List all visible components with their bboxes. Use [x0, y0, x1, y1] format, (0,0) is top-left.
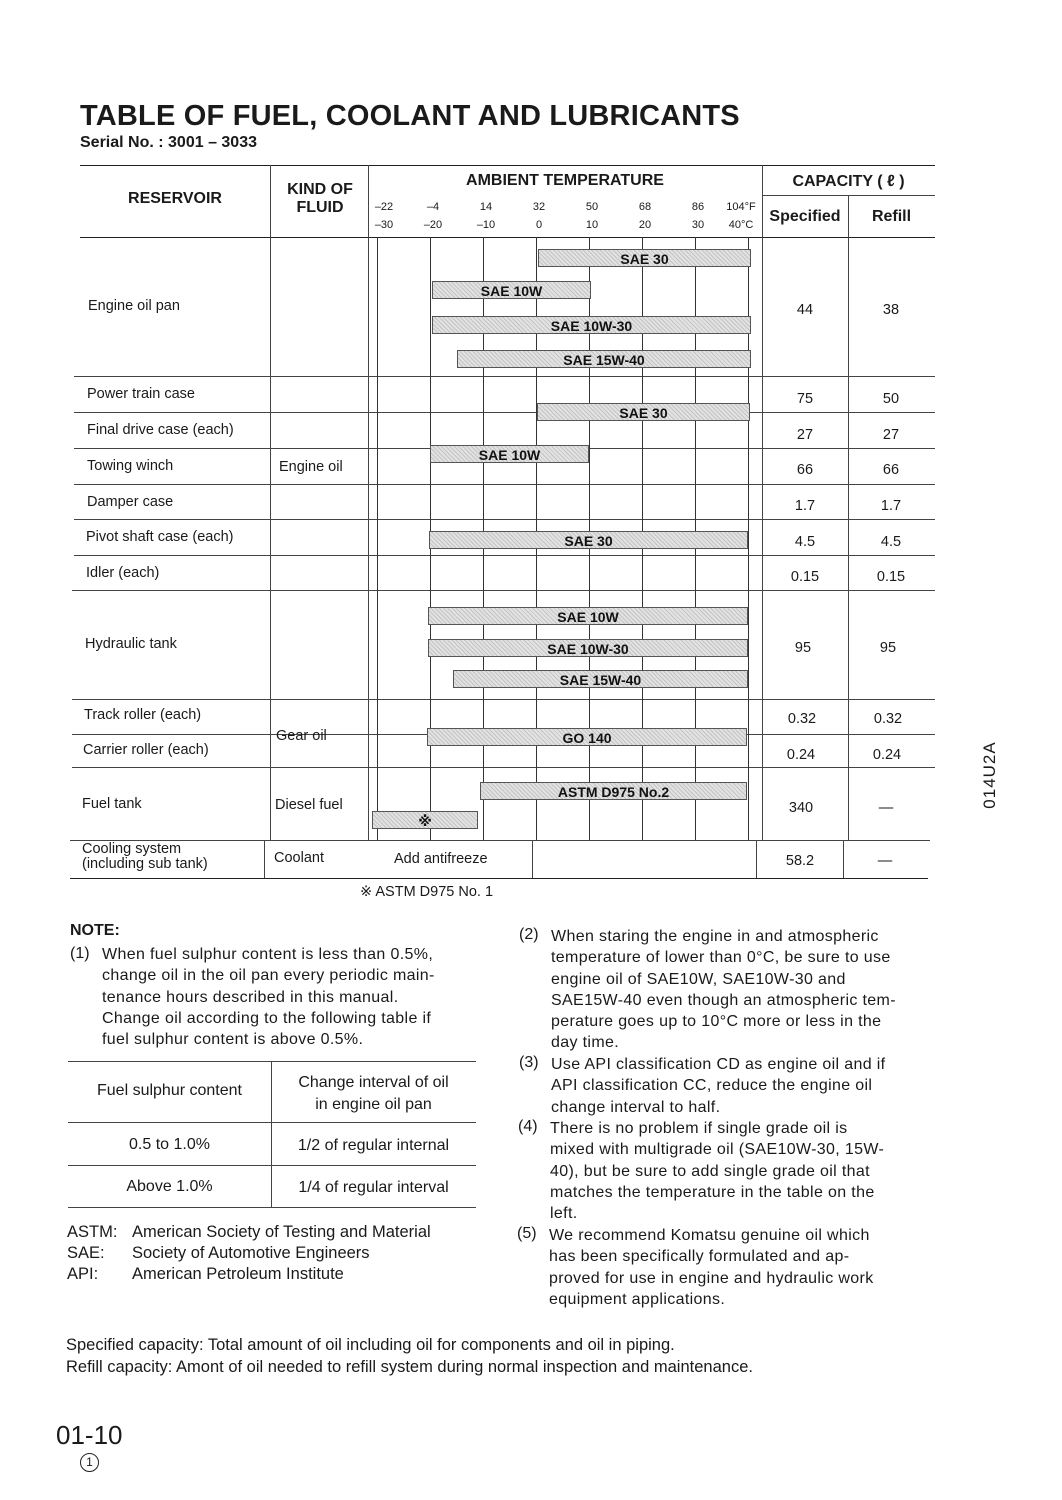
- refill-towing-winch: 66: [882, 462, 900, 478]
- refill-power-train-case: 50: [882, 391, 900, 407]
- sulphur-header-line2: in engine oil pan: [315, 1096, 432, 1113]
- refill-capacity-definition: Refill capacity: Amont of oil needed to refill system during normal inspection and maintenance.: [66, 1358, 753, 1376]
- sulphur-header-interval: [271, 1072, 476, 1116]
- note-4-line: left.: [550, 1205, 578, 1223]
- bar-engine-oil-pan-sae30: SAE 30: [538, 249, 751, 267]
- temp-c-tick: –10: [476, 219, 496, 231]
- bar-hydraulic-sae15w40: SAE 15W-40: [453, 670, 748, 688]
- fluid-diesel-fuel: Diesel fuel: [275, 797, 343, 813]
- bar-power-train-sae10w: SAE 10W: [430, 445, 589, 463]
- reservoir-engine-oil-pan: Engine oil pan: [88, 298, 180, 314]
- reservoir-damper-case: Damper case: [87, 494, 174, 510]
- header-kind-line2: FLUID: [296, 199, 344, 216]
- bar-hydraulic-sae10w: SAE 10W: [428, 607, 748, 625]
- temp-c-tick: –30: [374, 219, 394, 231]
- refill-cooling-system: —: [877, 853, 893, 869]
- note-5-line: proved for use in engine and hydraulic work: [549, 1269, 874, 1287]
- note-2-line: When staring the engine in and atmospheric: [551, 928, 879, 945]
- refill-final-drive-case: 27: [882, 427, 900, 443]
- note-3-text: [551, 1054, 885, 1118]
- note-2-line: SAE15W-40 even though an atmospheric tem-: [551, 991, 896, 1009]
- specified-pivot-shaft-case: 4.5: [794, 534, 816, 550]
- note-2-line: temperature of lower than 0°C, be sure to use: [551, 949, 891, 967]
- reservoir-hydraulic-tank: Hydraulic tank: [85, 636, 177, 652]
- abbr-text-sae: Society of Automotive Engineers: [132, 1244, 370, 1262]
- note-4-text: [550, 1118, 884, 1224]
- note-3-number: (3): [519, 1054, 539, 1071]
- temp-f-tick: 68: [638, 201, 652, 213]
- bar-pivot-shaft-sae30: SAE 30: [429, 531, 748, 549]
- temp-f-tick: 50: [585, 201, 599, 213]
- header-capacity: CAPACITY ( ℓ ): [792, 173, 905, 190]
- bar-engine-oil-pan-sae10w: SAE 10W: [432, 281, 591, 299]
- refill-hydraulic-tank: 95: [879, 640, 897, 656]
- note-5-number: (5): [517, 1225, 537, 1242]
- note-1-line: tenance hours described in this manual.: [102, 988, 399, 1006]
- refill-damper-case: 1.7: [880, 498, 902, 514]
- sulphur-header-line1: Change interval of oil: [298, 1074, 449, 1091]
- serial-number: Serial No. : 3001 – 3033: [80, 134, 257, 151]
- add-antifreeze: Add antifreeze: [394, 851, 488, 867]
- note-3-line: Use API classification CD as engine oil and if: [551, 1056, 886, 1073]
- sulphur-row-interval: 1/2 of regular internal: [297, 1137, 450, 1154]
- bar-engine-oil-pan-sae15w40: SAE 15W-40: [457, 350, 751, 368]
- note-3-line: API classification CC, reduce the engine oil: [551, 1077, 873, 1095]
- specified-final-drive-case: 27: [796, 427, 814, 443]
- reservoir-track-roller: Track roller (each): [84, 707, 202, 723]
- note-2-line: engine oil of SAE10W, SAE10W-30 and: [551, 970, 846, 988]
- note-5-line: equipment applications.: [549, 1290, 726, 1308]
- temp-c-tick: –20: [423, 219, 443, 231]
- abbr-text-astm: American Society of Testing and Material: [132, 1223, 431, 1241]
- page-title: TABLE OF FUEL, COOLANT AND LUBRICANTS: [80, 100, 740, 132]
- reservoir-final-drive-case: Final drive case (each): [87, 422, 234, 438]
- note-2-text: [551, 926, 896, 1054]
- temp-f-tick: –22: [374, 201, 394, 213]
- bar-power-train-sae30: SAE 30: [537, 403, 750, 421]
- header-reservoir: RESERVOIR: [128, 190, 222, 207]
- bar-engine-oil-pan-sae10w30: SAE 10W-30: [432, 316, 751, 334]
- refill-carrier-roller: 0.24: [872, 747, 902, 763]
- fluid-gear-oil: Gear oil: [276, 728, 327, 744]
- temp-f-tick: 86: [691, 201, 705, 213]
- refill-track-roller: 0.32: [873, 711, 903, 727]
- note-1-number: (1): [70, 945, 90, 962]
- note-1-text: [102, 944, 435, 1050]
- note-3-line: change interval to half.: [551, 1098, 721, 1116]
- cooling-line1: Cooling system: [82, 841, 182, 857]
- note-1-line: When fuel sulphur content is less than 0.5%,: [102, 946, 434, 963]
- note-4-line: 40), but be sure to add single grade oil that: [550, 1162, 870, 1180]
- bar-hydraulic-sae10w30: SAE 10W-30: [428, 639, 748, 657]
- note-1-line: Change oil according to the following table if: [102, 1009, 432, 1027]
- note-1-line: change oil in the oil pan every periodic main-: [102, 967, 435, 985]
- specified-power-train-case: 75: [796, 391, 814, 407]
- specified-idler: 0.15: [790, 569, 820, 585]
- bar-gear-oil-go140: GO 140: [427, 728, 747, 746]
- abbr-text-api: American Petroleum Institute: [132, 1265, 344, 1283]
- bar-diesel-astm-no1: ※: [372, 811, 478, 829]
- abbr-key-api: API:: [67, 1265, 99, 1283]
- temp-f-tick: 32: [532, 201, 546, 213]
- note-heading: NOTE:: [70, 922, 120, 939]
- revision-mark: 1: [80, 1453, 99, 1472]
- note-4-number: (4): [518, 1118, 538, 1135]
- reservoir-towing-winch: Towing winch: [87, 458, 174, 474]
- fluid-coolant: Coolant: [274, 850, 324, 866]
- refill-idler: 0.15: [876, 569, 906, 585]
- note-2-line: day time.: [551, 1034, 620, 1052]
- cooling-line2: (including sub tank): [82, 856, 208, 872]
- header-ambient-temperature: AMBIENT TEMPERATURE: [466, 172, 664, 189]
- note-2-number: (2): [519, 926, 539, 943]
- specified-fuel-tank: 340: [788, 800, 814, 816]
- temp-f-tick: 14: [479, 201, 493, 213]
- abbr-key-sae: SAE:: [67, 1244, 105, 1262]
- header-kind-line1: KIND OF: [287, 181, 353, 198]
- header-kind-of-fluid: [270, 181, 370, 217]
- note-1-line: fuel sulphur content is above 0.5%.: [102, 1031, 364, 1049]
- temp-f-tick: 104°F: [726, 201, 756, 213]
- sulphur-row-content: 0.5 to 1.0%: [129, 1136, 210, 1153]
- temp-c-tick: 40°C: [728, 219, 754, 231]
- note-5-line: has been specifically formulated and ap-: [549, 1248, 850, 1266]
- abbr-key-astm: ASTM:: [67, 1223, 118, 1241]
- temp-c-tick: 30: [691, 219, 705, 231]
- specified-capacity-definition: Specified capacity: Total amount of oil including oil for components and oil in piping.: [66, 1336, 675, 1354]
- specified-towing-winch: 66: [796, 462, 814, 478]
- side-code: [960, 740, 1020, 810]
- temp-c-tick: 0: [535, 219, 543, 231]
- reservoir-pivot-shaft-case: Pivot shaft case (each): [86, 529, 234, 545]
- footnote-astm-no1: ※ ASTM D975 No. 1: [360, 884, 494, 900]
- reservoir-idler: Idler (each): [86, 565, 160, 581]
- specified-damper-case: 1.7: [794, 498, 816, 514]
- side-code-text: 014U2A: [980, 741, 999, 809]
- note-4-line: mixed with multigrade oil (SAE10W-30, 15W-: [550, 1141, 885, 1159]
- note-5-line: We recommend Komatsu genuine oil which: [549, 1227, 870, 1244]
- refill-fuel-tank: —: [878, 800, 894, 816]
- note-4-line: There is no problem if single grade oil is: [550, 1120, 848, 1137]
- reservoir-power-train-case: Power train case: [87, 386, 195, 402]
- header-specified: Specified: [769, 208, 841, 225]
- specified-engine-oil-pan: 44: [796, 302, 814, 318]
- reservoir-fuel-tank: Fuel tank: [82, 796, 142, 812]
- temp-c-tick: 20: [638, 219, 652, 231]
- refill-engine-oil-pan: 38: [882, 302, 900, 318]
- fluid-engine-oil: Engine oil: [279, 459, 343, 475]
- sulphur-header-content: Fuel sulphur content: [97, 1082, 242, 1099]
- specified-track-roller: 0.32: [787, 711, 817, 727]
- sulphur-row-content: Above 1.0%: [126, 1178, 213, 1195]
- temp-f-tick: –4: [426, 201, 440, 213]
- note-4-line: matches the temperature in the table on the: [550, 1183, 875, 1201]
- sulphur-row-interval: 1/4 of regular interval: [298, 1179, 449, 1196]
- page-number: 01-10: [56, 1420, 123, 1450]
- note-5-text: [549, 1225, 874, 1310]
- specified-cooling-system: 58.2: [785, 853, 815, 869]
- temp-c-tick: 10: [585, 219, 599, 231]
- specified-carrier-roller: 0.24: [786, 747, 816, 763]
- reservoir-cooling-system: [82, 842, 208, 872]
- header-refill: Refill: [871, 208, 912, 225]
- specified-hydraulic-tank: 95: [794, 640, 812, 656]
- refill-pivot-shaft-case: 4.5: [880, 534, 902, 550]
- reservoir-carrier-roller: Carrier roller (each): [83, 742, 209, 758]
- note-2-line: perature goes up to 10°C more or less in the: [551, 1013, 882, 1031]
- bar-diesel-astm-no2: ASTM D975 No.2: [480, 782, 747, 800]
